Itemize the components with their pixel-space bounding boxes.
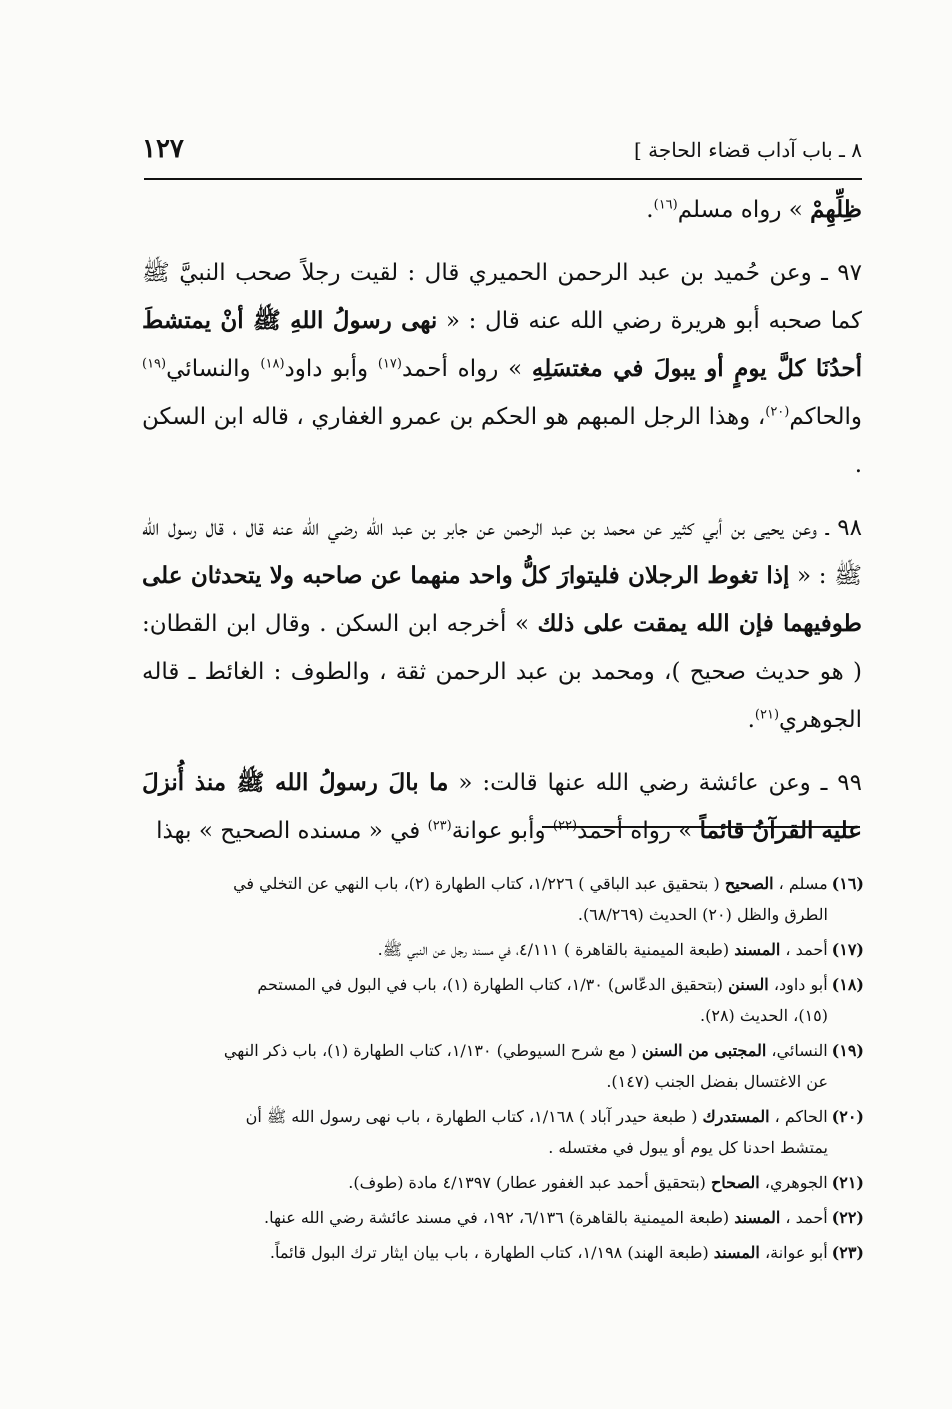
footnote-22	[142, 1202, 864, 1233]
footnote-source: الصحيح	[724, 874, 774, 893]
citation-text: » رواه أحمد	[401, 356, 532, 382]
footnote-continuation: الطرق والظل (٢٠) الحديث (٦٨/٢٦٩).	[577, 905, 828, 924]
footnote-number: (٢١)	[831, 1173, 864, 1192]
footnote-ref[interactable]: (٢٢)	[552, 818, 578, 834]
narration-text: ٩٨ ـ وعن يحيى بن أبي كثير عن محمد بن عبد الرحمن عن جابر بن عبد الله رضي الله عنه قال ، قال رسول الله ﷺ : «	[142, 515, 862, 589]
paragraph-continuation	[142, 186, 862, 234]
footnote-author: أحمد ،	[780, 1208, 828, 1227]
footnote-author: الجوهري،	[759, 1173, 828, 1192]
footnote-source: الصحاح	[710, 1173, 760, 1192]
footnote-ref[interactable]: (٢٣)	[427, 818, 452, 834]
footnote-text: (بتحقيق الدعّاس) ١/٣٠، كتاب الطهارة (١)، باب في البول في المستحم	[257, 975, 729, 994]
footnote-author: أحمد ،	[780, 940, 828, 959]
footnote-23	[142, 1237, 864, 1268]
citation-text: والنسائي	[166, 356, 261, 382]
footnote-text: ( مع شرح السيوطي) ١/١٣٠، كتاب الطهارة (١)، باب ذكر النهي	[223, 1041, 642, 1060]
footnote-19	[142, 1035, 864, 1097]
citation-text: وأبو داود	[284, 356, 378, 382]
footnote-author: مسلم ،	[773, 874, 828, 893]
hadith-text: إذا تغوط الرجلان فليتوارَ كلُّ واحد منهما عن صاحبه ولا يتحدثان على طوفيهما فإن الله يمقت على ذلك	[142, 562, 862, 637]
citation-text: في « مسنده الصحيح » بهذا	[156, 818, 428, 844]
citation-text: والحاكم	[789, 404, 862, 430]
footnote-ref[interactable]: (٢٠)	[765, 404, 790, 420]
footnote-source: المجتبى من السنن	[641, 1041, 767, 1060]
footnote-text: (طبعة الهند) ١/١٩٨، كتاب الطهارة ، باب بيان ايثار ترك البول قائماً.	[269, 1243, 714, 1262]
footnote-number: (٢٠)	[831, 1107, 864, 1126]
footnote-21	[142, 1167, 864, 1198]
footnote-number: (٢٢)	[831, 1208, 864, 1227]
footnote-number: (٢٣)	[831, 1243, 864, 1262]
citation-text: وأبو عوانة	[451, 818, 553, 844]
hadith-text: نهى رسولُ اللهِ ﷺ أنْ يمتشطَ أحدُنَا كلَّ يومٍ أو يبولَ في مغتسَلِهِ	[142, 307, 862, 382]
hadith-text: ظِلِّهِمْ	[810, 196, 862, 223]
chapter-title: ٨ ـ باب آداب قضاء الحاجة ]	[633, 138, 862, 162]
punctuation: .	[646, 197, 654, 223]
footnote-ref[interactable]: (١٧)	[377, 356, 402, 372]
header-divider	[144, 178, 862, 180]
hadith-text: ما بالَ رسولُ الله ﷺ منذ أُنزلَ عليه القرآنُ قائماً	[142, 769, 862, 844]
footnote-continuation: يمتشط احدنا كل يوم أو يبول في مغتسله .	[548, 1138, 828, 1157]
footnote-source: السنن	[728, 975, 769, 994]
footnote-text: ( طبعة حيدر آباد ) ١/١٦٨، كتاب الطهارة ، باب نهى رسول الله ﷺ أن	[245, 1107, 703, 1126]
footnote-number: (١٨)	[831, 975, 864, 994]
footnote-ref[interactable]: (١٩)	[142, 356, 167, 372]
paragraph-97	[142, 249, 862, 489]
footnote-text: ( بتحقيق عبد الباقي ) ١/٢٢٦، كتاب الطهارة (٢)، باب النهي عن التخلي في	[233, 874, 725, 893]
footnote-ref[interactable]: (٢١)	[754, 707, 780, 723]
footnote-source: المستدرك	[702, 1107, 770, 1126]
footnote-16	[142, 868, 864, 930]
punctuation: .	[747, 707, 755, 733]
citation-text: » رواه أحمد	[577, 818, 700, 844]
footnote-continuation: (١٥)، الحديث (٢٨).	[700, 1006, 828, 1025]
narration-text: ٩٩ ـ وعن عائشة رضي الله عنها قالت: «	[448, 770, 862, 796]
page-number: ١٢٧	[142, 134, 184, 164]
footnote-number: (١٩)	[831, 1041, 864, 1060]
footnote-continuation: عن الاغتسال بفضل الجنب (١٤٧).	[606, 1072, 828, 1091]
footnote-number: (١٧)	[831, 940, 864, 959]
footnote-divider	[542, 826, 860, 828]
footnote-20	[142, 1101, 864, 1163]
footnote-author: أبو داود،	[768, 975, 828, 994]
footnotes	[142, 868, 864, 1272]
paragraph-99	[142, 759, 862, 855]
footnote-text: (بتحقيق أحمد عبد الغفور عطار) ٤/١٣٩٧ مادة (طوف).	[348, 1173, 711, 1192]
footnote-text: (طبعة الميمنية بالقاهرة ) ٤/١١١، في مسند رجل عن النبي ﷺ.	[377, 940, 735, 959]
commentary-text: ، وهذا الرجل المبهم هو الحكم بن عمرو الغفاري ، قاله ابن السكن .	[142, 404, 862, 478]
narration-text: ٩٧ ـ وعن حُميد بن عبد الرحمن الحميري قال : لقيت رجلاً صحب النبيَّ ﷺ كما صحبه أبو هريرة رضي الله عنه قال : «	[142, 260, 863, 334]
paragraph-98	[142, 504, 862, 744]
footnote-source: المسند	[734, 1208, 781, 1227]
footnote-ref[interactable]: (١٨)	[260, 356, 285, 372]
footnote-author: أبو عوانة،	[759, 1243, 828, 1262]
citation-text: » رواه مسلم	[677, 197, 811, 223]
main-text	[142, 186, 862, 855]
footnote-author: النسائي،	[766, 1041, 828, 1060]
footnote-text: (طبعة الميمنية بالقاهرة) ٦/١٣٦، ١٩٢، في مسند عائشة رضي الله عنها.	[264, 1208, 735, 1227]
footnote-source: المسند	[734, 940, 781, 959]
footnote-number: (١٦)	[831, 874, 864, 893]
footnote-ref[interactable]: (١٦)	[653, 197, 678, 213]
commentary-text: » أخرجه ابن السكن . وقال ابن القطان: ( هو حديث صحيح )، ومحمد بن عبد الرحمن ثقة ، والطوف : الغائط ـ قاله الجوهري	[142, 611, 862, 733]
footnote-18	[142, 969, 864, 1031]
footnote-source: المسند	[713, 1243, 760, 1262]
footnote-17	[142, 934, 864, 965]
footnote-author: الحاكم ،	[769, 1107, 828, 1126]
